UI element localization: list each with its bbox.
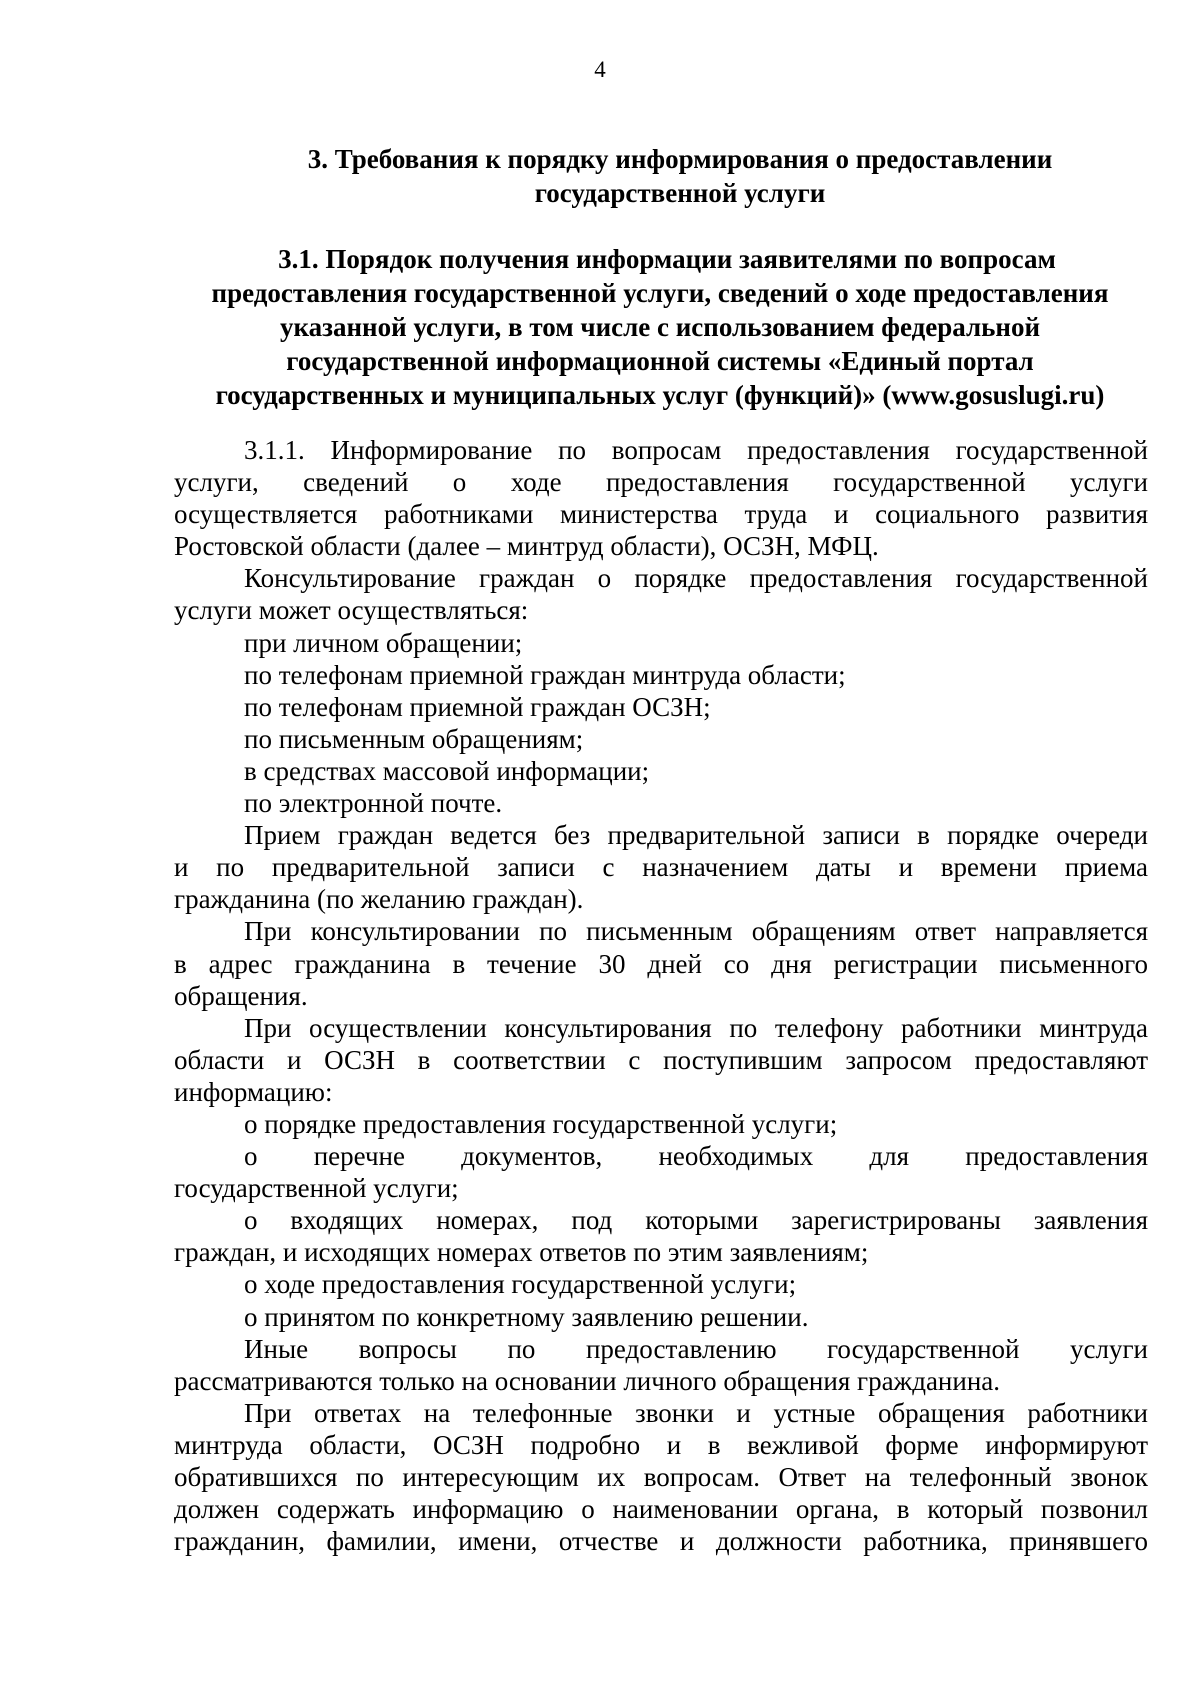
- text-line: услуги может осуществляться:: [174, 595, 529, 626]
- paragraph-3-1-1: [174, 434, 1148, 562]
- text-line: минтруда области, ОСЗН подробно и в вежливой форме информируют: [174, 1429, 1148, 1460]
- list-item: о ходе предоставления государственной услуги;: [244, 1269, 797, 1300]
- text-line: При консультировании по письменным обращениям ответ направляется: [244, 916, 1148, 947]
- text-line: Консультирование граждан о порядке предоставления государственной: [244, 563, 1148, 594]
- text-line: обратившихся по интересующим их вопросам. Ответ на телефонный звонок: [174, 1462, 1148, 1492]
- text-line: гражданина (по желанию граждан).: [174, 884, 584, 915]
- text-line: рассматриваются только на основании личного обращения гражданина.: [174, 1365, 1001, 1396]
- list-item: при личном обращении;: [244, 627, 523, 658]
- text-line: осуществляется работниками министерства труда и социального развития: [174, 499, 1148, 530]
- list-item-continuation: государственной услуги;: [174, 1173, 459, 1204]
- phone-info-list: [174, 1108, 1148, 1333]
- list-item: по телефонам приемной граждан минтруда области;: [244, 659, 846, 690]
- paragraph-consulting: [174, 562, 1148, 626]
- text-line: услуги, сведений о ходе предоставления государственной услуги: [174, 467, 1148, 498]
- subsection-title-line: 3.1. Порядок получения информации заявителями по вопросам: [278, 244, 1056, 274]
- text-line: Ростовской области (далее – минтруд области), ОСЗН, МФЦ.: [174, 531, 879, 562]
- list-item: по электронной почте.: [244, 788, 503, 819]
- list-item: в средствах массовой информации;: [244, 755, 650, 786]
- subsection-title-line: государственных и муниципальных услуг (функций)» (www.gosuslugi.ru): [215, 380, 1105, 410]
- text-line: информацию:: [174, 1076, 333, 1107]
- paragraph-phone-consulting: [174, 1012, 1148, 1108]
- paragraph-phone-answers: [174, 1397, 1148, 1557]
- paragraph-written-requests: [174, 915, 1148, 1011]
- list-item: о перечне документов, необходимых для предоставления: [244, 1141, 1148, 1172]
- subsection-title-line: государственной информационной системы «Единый портал: [286, 346, 1034, 376]
- list-item: по телефонам приемной граждан ОСЗН;: [244, 691, 711, 722]
- section-title-line: 3. Требования к порядку информирования о предоставлении: [307, 144, 1053, 174]
- text-line: При осуществлении консультирования по телефону работники минтруда: [244, 1012, 1148, 1043]
- subsection-title-line: предоставления государственной услуги, сведений о ходе предоставления: [211, 278, 1109, 308]
- list-item: о входящих номерах, под которыми зарегистрированы заявления: [244, 1205, 1148, 1236]
- text-line: в адрес гражданина в течение 30 дней со дня регистрации письменного: [174, 948, 1148, 979]
- text-line: При ответах на телефонные звонки и устные обращения работники: [244, 1397, 1148, 1428]
- subsection-title-line: указанной услуги, в том числе с использованием федеральной: [279, 312, 1041, 342]
- section-title: [280, 142, 1080, 210]
- text-line: области и ОСЗН в соответствии с поступившим запросом предоставляют: [174, 1044, 1148, 1075]
- list-item-continuation: граждан, и исходящих номерах ответов по этим заявлениям;: [174, 1237, 869, 1268]
- paragraph-reception: [174, 819, 1148, 915]
- text-line: Иные вопросы по предоставлению государственной услуги: [244, 1333, 1148, 1364]
- text-line: и по предварительной записи с назначением даты и времени приема: [174, 852, 1148, 883]
- section-title-line: государственной услуги: [534, 178, 826, 208]
- list-item: о принятом по конкретному заявлению решении.: [244, 1301, 809, 1332]
- paragraph-other-questions: [174, 1333, 1148, 1397]
- list-item: о порядке предоставления государственной услуги;: [244, 1108, 838, 1139]
- consulting-methods-list: [174, 627, 1148, 820]
- text-line: Прием граждан ведется без предварительной записи в порядке очереди: [244, 820, 1148, 851]
- text-line: 3.1.1. Информирование по вопросам предоставления государственной: [244, 435, 1148, 465]
- text-line: гражданин, фамилии, имени, отчестве и должности работника, принявшего: [174, 1526, 1148, 1557]
- text-line: обращения.: [174, 980, 308, 1011]
- document-body: [174, 434, 1148, 1557]
- list-item: по письменным обращениям;: [244, 723, 584, 754]
- subsection-title: [160, 242, 1160, 412]
- text-line: должен содержать информацию о наименовании органа, в который позвонил: [174, 1494, 1148, 1525]
- page-number: 4: [594, 57, 606, 82]
